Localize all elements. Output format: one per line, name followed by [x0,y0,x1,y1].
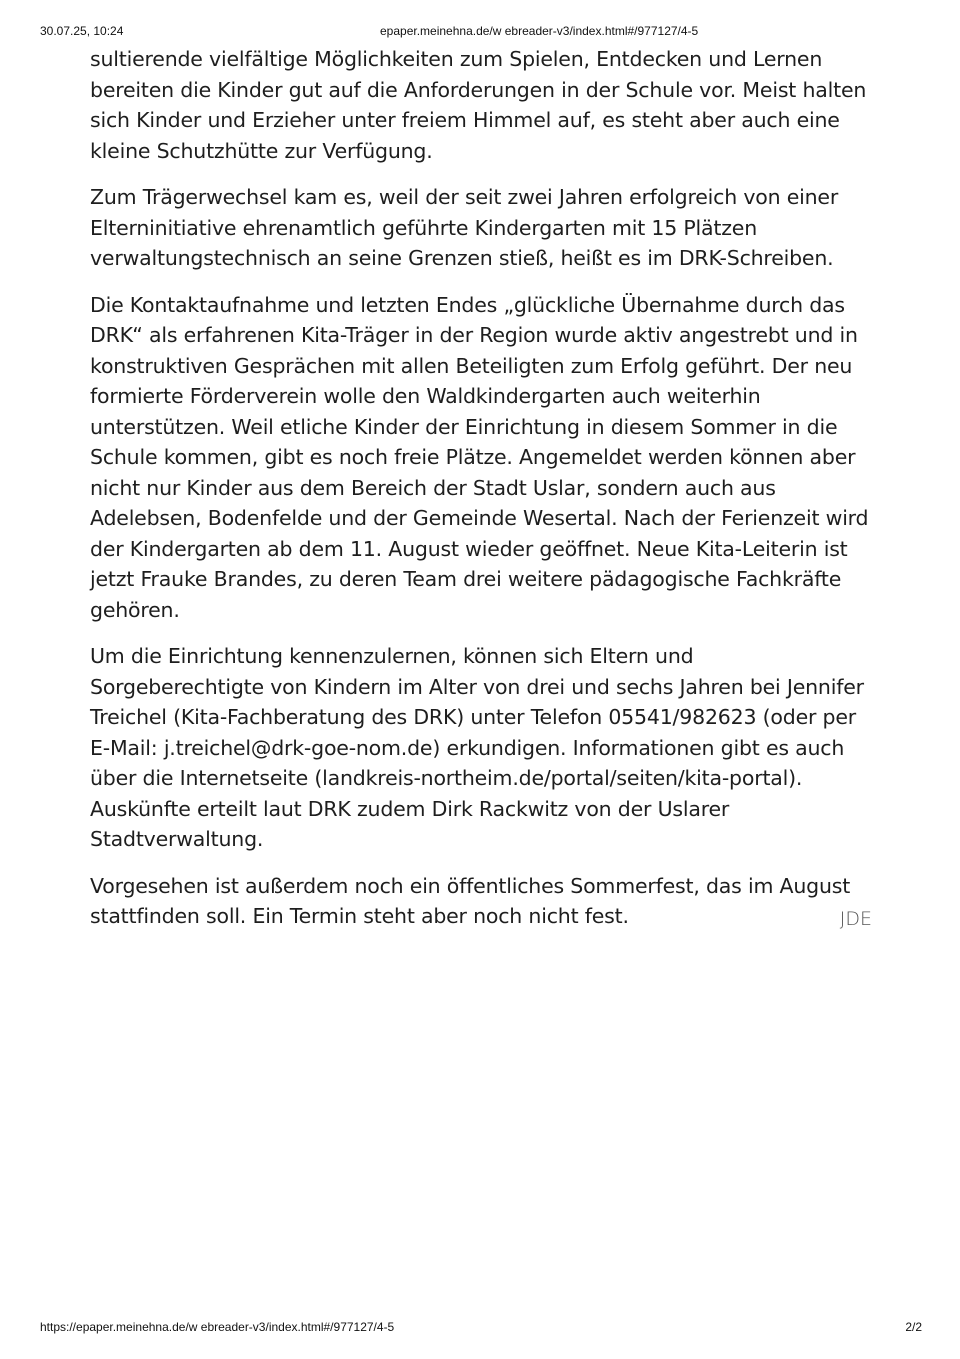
article-paragraph: Vorgesehen ist außerdem noch ein öffentliches Sommerfest, das im August stattfinden soll. Ein Termin steht aber noch nicht fest. [90,873,851,928]
print-url: epaper.meinehna.de/w ebreader-v3/index.html#/977127/4-5 [380,24,699,38]
print-footer [0,1320,960,1340]
article-paragraph: Zum Trägerwechsel kam es, weil der seit zwei Jahren erfolgreich von einer Elterninitiative ehrenamtlich geführte Kindergarten mit 15 Plätzen verwaltungstechnisch an seine Grenzen stieß, heißt es im DRK-Schreiben. [90,185,839,270]
author-initials: JDE [839,908,872,930]
article-paragraph: sultierende vielfältige Möglichkeiten zum Spielen, Entdecken und Lernen bereiten die Kinder gut auf die Anforderungen in der Schule vor. Meist halten sich Kinder und Erzieher unter freiem Himmel auf, es steht aber auch eine kleine Schutzhütte zur Verfügung. [90,47,867,163]
print-datetime: 30.07.25, 10:24 [40,24,124,38]
article-paragraph: Um die Einrichtung kennenzulernen, können sich Eltern und Sorgeberechtigte von Kindern im Alter von drei und sechs Jahren bei Jennifer Treichel (Kita-Fachberatung des DRK) unter Telefon 05541/982623 (oder per E-Mail: j.treichel@drk-goe-nom.de) erkundigen. Informationen gibt es auch über die Internetseite (landkreis-northeim.de/portal/seiten/kita-portal). Auskünfte erteilt laut DRK zudem Dirk Rackwitz von der Uslarer Stadtverwaltung. [90,644,864,851]
print-header [0,24,960,44]
article-body [90,44,870,948]
footer-url: https://epaper.meinehna.de/w ebreader-v3/index.html#/977127/4-5 [40,1320,395,1334]
page-number: 2/2 [905,1320,922,1334]
article-paragraph: Die Kontaktaufnahme und letzten Endes „glückliche Übernahme durch das DRK“ als erfahrenen Kita-Träger in der Region wurde aktiv angestrebt und in konstruktiven Gesprächen mit allen Beteiligten zum Erfolg geführt. Der neu formierte Förderverein wolle den Waldkindergarten auch weiterhin unterstützen. Weil etliche Kinder der Einrichtung in diesem Sommer in die Schule kommen, gibt es noch freie Plätze. Angemeldet werden können aber nicht nur Kinder aus dem Bereich der Stadt Uslar, sondern auch aus Adelebsen, Bodenfelde und der Gemeinde Wesertal. Nach der Ferienzeit wird der Kindergarten ab dem 11. August wieder geöffnet. Neue Kita-Leiterin ist jetzt Frauke Brandes, zu deren Team drei weitere pädagogische Fachkräfte gehören. [90,292,869,622]
